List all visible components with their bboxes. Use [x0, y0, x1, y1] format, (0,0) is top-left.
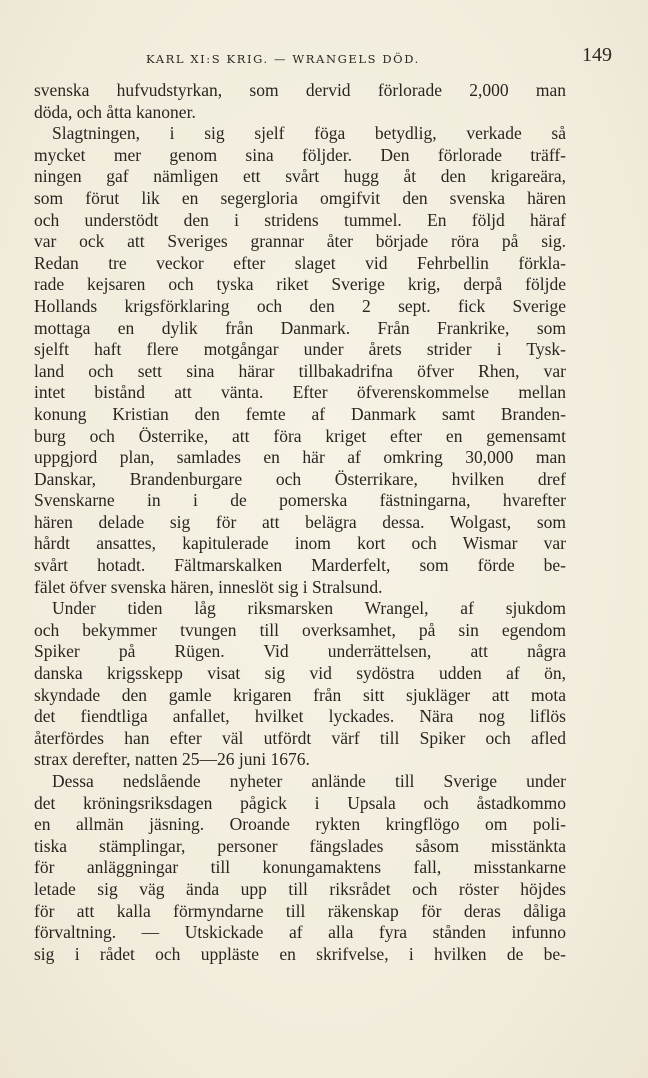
text-line: strax derefter, natten 25—26 juni 1676. — [34, 749, 310, 770]
page-number: 149 — [582, 44, 612, 66]
text-line: skyndade den gamle krigaren från sitt sjukläger att mota — [34, 684, 566, 705]
text-line: burg och Österrike, att föra kriget efter en gemensamt — [34, 425, 566, 446]
text-line: Danskar, Brandenburgare och Österrikare, hvilken dref — [34, 468, 566, 489]
text-line: tiska stämplingar, personer fängslades såsom misstänkta — [34, 835, 566, 856]
text-line: Spiker på Rügen. Vid underrättelsen, att några — [34, 641, 566, 662]
text-line: Slagtningen, i sig sjelf föga betydlig, verkade så — [52, 123, 566, 144]
text-line: danska krigsskepp visat sig vid sydöstra udden af ön, — [34, 663, 566, 684]
text-line: återfördes han efter väl utfördt värf till Spiker och afled — [34, 727, 566, 748]
text-line: svårt hotadt. Fältmarskalken Marderfelt, som förde be- — [34, 555, 566, 576]
text-line: var ock att Sveriges grannar åter började röra på sig. — [34, 231, 566, 252]
text-line: sjelft haft flere motgångar under årets strider i Tysk- — [34, 339, 566, 360]
text-line: Hollands krigsförklaring och den 2 sept. fick Sverige — [34, 295, 566, 316]
text-line: sig i rådet och uppläste en skrifvelse, i hvilken de be- — [34, 943, 566, 964]
text-line: uppgjord plan, samlades en här af omkring 30,000 man — [34, 447, 566, 468]
text-line: fälet öfver svenska hären, inneslöt sig i Stralsund. — [34, 576, 383, 597]
body-text — [34, 80, 566, 965]
text-line: det fiendtliga anfallet, hvilket lyckades. Nära nog liflös — [34, 706, 566, 727]
running-header — [34, 44, 614, 74]
text-line: land och sett sina härar tillbakadrifna öfver Rhen, var — [34, 360, 566, 381]
text-line: letade sig väg ända upp till riksrådet och röster höjdes — [34, 878, 566, 899]
text-line: svenska hufvudstyrkan, som dervid förlorade 2,000 man — [34, 80, 566, 100]
text-line: för anläggningar till konungamaktens fall, misstankarne — [34, 857, 566, 878]
text-line: det kröningsriksdagen pågick i Upsala och åstadkommo — [34, 792, 566, 813]
text-line: förvaltning. — Utskickade af alla fyra stånden infunno — [34, 922, 566, 943]
text-line: ningen gaf nämligen ett svårt hugg åt den krigareära, — [34, 166, 566, 187]
text-line: Redan tre veckor efter slaget vid Fehrbellin förkla- — [34, 252, 566, 273]
text-line: som förut lik en segergloria omgifvit den svenska hären — [34, 187, 566, 208]
text-line: för att kalla förmyndarne till räkenskap för deras dåliga — [34, 900, 566, 921]
text-line: Svenskarne in i de pomerska fästningarna, hvarefter — [34, 490, 566, 511]
text-line: Dessa nedslående nyheter anlände till Sverige under — [52, 771, 566, 791]
text-line: rade kejsaren och tyska riket Sverige krig, derpå följde — [34, 274, 566, 295]
text-line: hårdt ansattes, kapitulerade inom kort och Wismar var — [34, 533, 566, 554]
text-line: mycket mer genom sina följder. Den förlorade träff- — [34, 144, 566, 165]
text-line: intet bistånd att vänta. Efter öfverenskommelse mellan — [34, 382, 566, 403]
text-line: konung Kristian den femte af Danmark samt Branden- — [34, 403, 566, 424]
text-line: och bekymmer tvungen till overksamhet, på sin egendom — [34, 619, 566, 640]
text-line: mottaga en dylik från Danmark. Från Frankrike, som — [34, 317, 566, 338]
running-title: KARL XI:S KRIG. — WRANGELS DÖD. — [146, 52, 420, 66]
text-line: och understödt den i stridens tummel. En följd häraf — [34, 209, 566, 230]
text-line: döda, och åtta kanoner. — [34, 101, 196, 122]
text-line: Under tiden låg riksmarsken Wrangel, af sjukdom — [52, 598, 566, 619]
text-line: en allmän jäsning. Oroande rykten kringflögo om poli- — [34, 814, 566, 835]
text-line: hären delade sig för att belägra dessa. Wolgast, som — [34, 511, 566, 532]
